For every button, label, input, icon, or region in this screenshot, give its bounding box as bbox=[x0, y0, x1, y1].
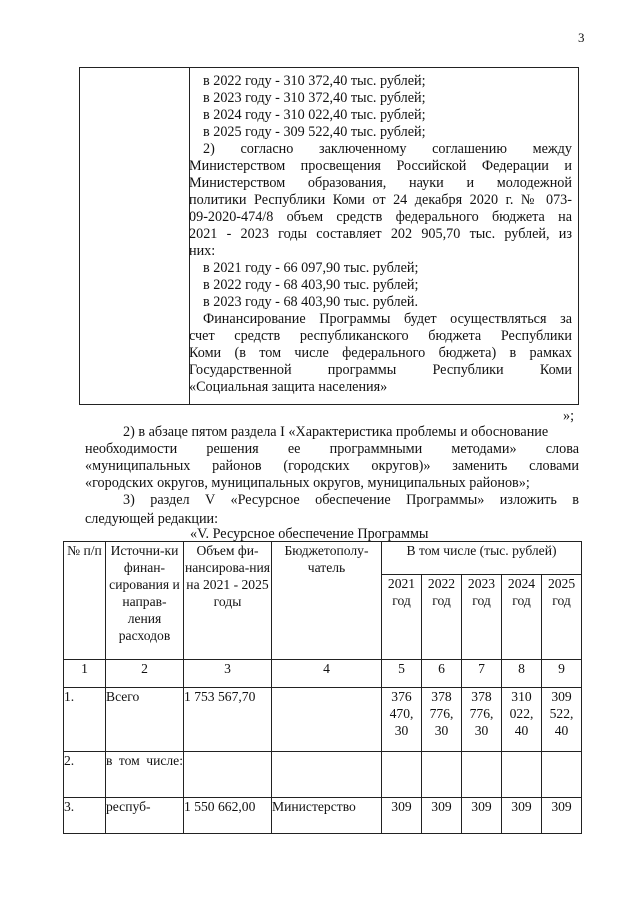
header-volume: Объем фи-нансирова-ния на 2021 - 2025 годы bbox=[184, 542, 272, 660]
row-year-value: 309 bbox=[422, 798, 462, 834]
row-source: Всего bbox=[106, 688, 184, 752]
row-source: респуб- bbox=[106, 798, 184, 834]
row-year-value: 309 bbox=[382, 798, 422, 834]
closing-quote: »; bbox=[563, 408, 575, 424]
row-recipient bbox=[272, 752, 382, 798]
row-year-value bbox=[422, 752, 462, 798]
column-number: 5 bbox=[382, 660, 422, 688]
resource-table bbox=[63, 541, 582, 834]
box-line: в 2022 году - 68 403,90 тыс. рублей; bbox=[203, 277, 419, 293]
header-year: 2023 год bbox=[462, 575, 502, 660]
box-line: Министерством просвещения Российской Федерации и bbox=[189, 158, 572, 174]
box-line: счет средств республиканского бюджета Республики bbox=[189, 328, 572, 344]
row-year-value bbox=[462, 752, 502, 798]
page-number: 3 bbox=[578, 30, 585, 45]
body-line: необходимости решения ее программными методами» слова bbox=[85, 441, 579, 457]
box-line: 2) согласно заключенному соглашению между bbox=[203, 141, 572, 157]
box-line: в 2021 году - 66 097,90 тыс. рублей; bbox=[203, 260, 419, 276]
header-year: 2022 год bbox=[422, 575, 462, 660]
row-year-value: 378 776, 30 bbox=[422, 688, 462, 752]
box-line: в 2025 году - 309 522,40 тыс. рублей; bbox=[203, 124, 426, 140]
box-line: 2021 - 2023 годы составляет 202 905,70 тыс. рублей, из bbox=[189, 226, 572, 242]
header-source: Источни-ки финан-сирования и направ-ления расходов bbox=[106, 542, 184, 660]
row-year-value: 309 522, 40 bbox=[542, 688, 582, 752]
body-line: следующей редакции: bbox=[85, 511, 219, 527]
table-row bbox=[64, 688, 582, 752]
body-line: «городских округов, муниципальных округов, муниципальных районов»; bbox=[85, 475, 530, 491]
header-year: 2025 год bbox=[542, 575, 582, 660]
row-recipient: Министерство bbox=[272, 798, 382, 834]
box-line: «Социальная защита населения» bbox=[189, 379, 388, 395]
column-number: 8 bbox=[502, 660, 542, 688]
row-num: 3. bbox=[64, 798, 106, 834]
header-year: 2021 год bbox=[382, 575, 422, 660]
column-number: 2 bbox=[106, 660, 184, 688]
box-line: в 2022 году - 310 372,40 тыс. рублей; bbox=[203, 73, 426, 89]
box-line: Коми (в том числе федерального бюджета) в рамках bbox=[189, 345, 572, 361]
box-line: Государственной программы Республики Коми bbox=[189, 362, 572, 378]
box-line: политики Республики Коми от 24 декабря 2020 г. № 073- bbox=[189, 192, 572, 208]
row-year-value: 376 470, 30 bbox=[382, 688, 422, 752]
row-recipient bbox=[272, 688, 382, 752]
row-year-value: 309 bbox=[502, 798, 542, 834]
column-number: 9 bbox=[542, 660, 582, 688]
row-volume: 1 550 662,00 bbox=[184, 798, 272, 834]
row-num: 1. bbox=[64, 688, 106, 752]
row-volume: 1 753 567,70 bbox=[184, 688, 272, 752]
table-row bbox=[64, 752, 582, 798]
column-number: 7 bbox=[462, 660, 502, 688]
box-line: в 2023 году - 310 372,40 тыс. рублей; bbox=[203, 90, 426, 106]
row-year-value: 309 bbox=[542, 798, 582, 834]
row-year-value: 378 776, 30 bbox=[462, 688, 502, 752]
box-line: них: bbox=[189, 243, 216, 259]
box-line: в 2024 году - 310 022,40 тыс. рублей; bbox=[203, 107, 426, 123]
row-year-value: 309 bbox=[462, 798, 502, 834]
box-line: в 2023 году - 68 403,90 тыс. рублей. bbox=[203, 294, 419, 310]
header-including: В том числе (тыс. рублей) bbox=[382, 542, 582, 575]
row-volume bbox=[184, 752, 272, 798]
table-title: «V. Ресурсное обеспечение Программы bbox=[190, 526, 429, 542]
header-num: № п/п bbox=[64, 542, 106, 660]
column-number: 3 bbox=[184, 660, 272, 688]
header-recipient: Бюджетополу-чатель bbox=[272, 542, 382, 660]
row-source: в том числе: bbox=[106, 752, 184, 798]
column-number: 6 bbox=[422, 660, 462, 688]
row-year-value bbox=[542, 752, 582, 798]
box-line: Министерством образования, науки и молодежной bbox=[189, 175, 572, 191]
column-number: 4 bbox=[272, 660, 382, 688]
header-year: 2024 год bbox=[502, 575, 542, 660]
body-line: «муниципальных районов (городских округов)» заменить словами bbox=[85, 458, 579, 474]
row-num: 2. bbox=[64, 752, 106, 798]
body-line: 2) в абзаце пятом раздела I «Характеристика проблемы и обоснование bbox=[123, 424, 549, 440]
table-row bbox=[64, 798, 582, 834]
column-number: 1 bbox=[64, 660, 106, 688]
box-line: Финансирование Программы будет осуществляться за bbox=[203, 311, 572, 327]
row-year-value bbox=[502, 752, 542, 798]
row-year-value: 310 022, 40 bbox=[502, 688, 542, 752]
body-line: 3) раздел V «Ресурсное обеспечение Программы» изложить в bbox=[123, 492, 579, 508]
box-line: 09-2020-474/8 объем средств федерального бюджета на bbox=[189, 209, 572, 225]
row-year-value bbox=[382, 752, 422, 798]
